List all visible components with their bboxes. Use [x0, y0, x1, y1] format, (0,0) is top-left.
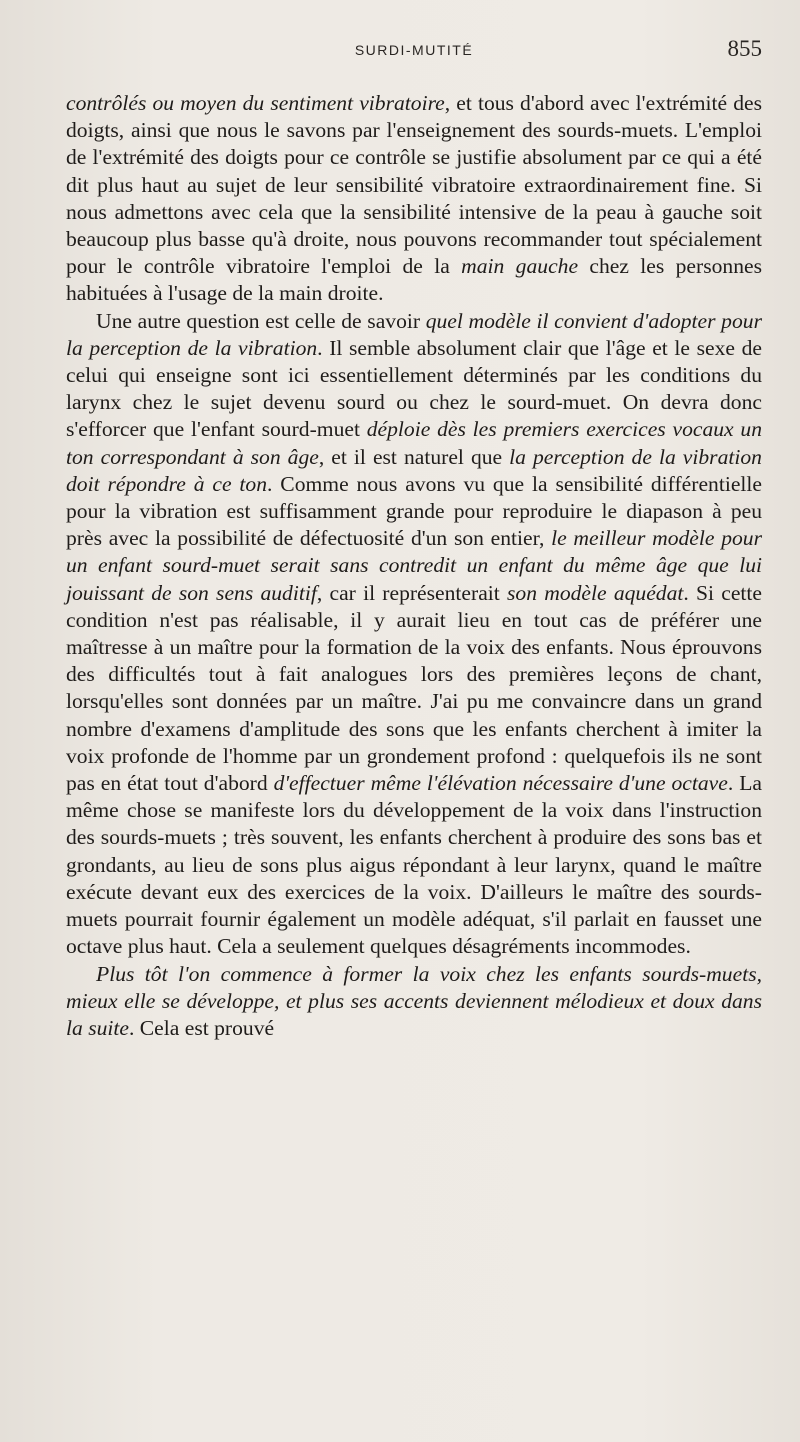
text-segment: , car il représenterait — [316, 580, 508, 605]
paragraph — [66, 308, 762, 961]
text-segment: . Comme nous avons vu que la sensibilité différentielle pour la vibration est suffisamment grande pour reproduire le diapason à peu près avec la possibilité de défectuosité d'un son entier, — [66, 471, 762, 551]
paragraph — [66, 90, 762, 308]
paragraph — [66, 961, 762, 1043]
text-segment: , et tous d'abord avec l'extrémité des doigts, ainsi que nous le savons par l'enseignement des sourds-muets. L'emploi de l'extrémité des doigts pour ce contrôle se justifie absolument par ce qui a été dit plus haut au sujet de leur sensibilité vibratoire extraordinairement fine. Si nous admettons avec cela que la sensibilité intensive de la peau à gauche soit beaucoup plus basse qu'à droite, nous pouvons recommander tout spécialement pour le contrôle vibratoire l'emploi de la — [66, 91, 762, 279]
italic-text-segment: contrôlés ou moyen du sentiment vibratoire — [66, 91, 445, 115]
text-segment: . Cela est prouvé — [128, 1015, 275, 1040]
italic-text-segment: quel modèle il convient d'adopter pour la perception de la vibration — [66, 308, 762, 360]
italic-text-segment: main gauche — [461, 254, 579, 279]
page-number: 855 — [727, 36, 762, 61]
text-segment: Une autre question est celle de savoir — [96, 308, 426, 333]
text-segment: . La même chose se manifeste lors du développement de la voix dans l'instruction des sourds-muets ; très souvent, les enfants cherchent à produire des sons bas et grondants, au lieu de sons plus aigus répondant à leur larynx, quand le maître exécute devant eux des exercices de la voix. D'ailleurs le maître des sourds-muets pourrait fournir également un modèle adéquat, s'il parlait en fausset une octave plus haut. Cela a seulement quelques désagréments incommodes. — [66, 771, 762, 959]
italic-text-segment: déploie dès les premiers exercices vocaux un ton correspondant à son âge — [66, 417, 763, 469]
italic-text-segment: la perception de la vibration doit répondre à ce ton — [66, 444, 762, 496]
body-text — [66, 90, 762, 1042]
running-title: SURDI-MUTITÉ — [354, 42, 474, 58]
italic-text-segment: le meilleur modèle pour un enfant sourd-muet serait sans contredit un enfant du même âge que lui jouissant de son sens auditif — [66, 526, 762, 605]
italic-text-segment: Plus tôt l'on commence à former la voix chez les enfants sourds-muets, mieux elle se développe, et plus ses accents deviennent mélodieux et doux dans la suite — [66, 961, 762, 1040]
text-segment: chez les personnes habituées à l'usage de la main droite. — [66, 254, 762, 306]
italic-text-segment: son modèle aquédat — [507, 580, 684, 605]
text-segment: , et il est naturel que — [318, 444, 510, 469]
text-segment: . Si cette condition n'est pas réalisable, il y aurait lieu en tout cas de préférer une maîtresse à un maître pour la formation de la voix des enfants. Nous éprouvons des difficultés tout à fait analogues lors des premières leçons de chant, lorsqu'elles sont données par un maître. J'ai pu me convaincre dans un grand nombre d'examens d'amplitude des sons que les enfants cherchent à imiter la voix profonde de l'homme par un grondement profond : quelquefois ils ne sont pas en état tout d'abord — [66, 580, 763, 796]
running-header — [66, 26, 762, 64]
italic-text-segment: d'effectuer même l'élévation nécessaire d'une octave — [273, 771, 728, 796]
text-segment: . Il semble absolument clair que l'âge et le sexe de celui qui enseigne sont ici essentiellement déterminés par les conditions du larynx chez le sujet devenu sourd ou chez le sourd-muet. On devra donc s'efforcer que l'enfant sourd-muet — [66, 335, 762, 442]
